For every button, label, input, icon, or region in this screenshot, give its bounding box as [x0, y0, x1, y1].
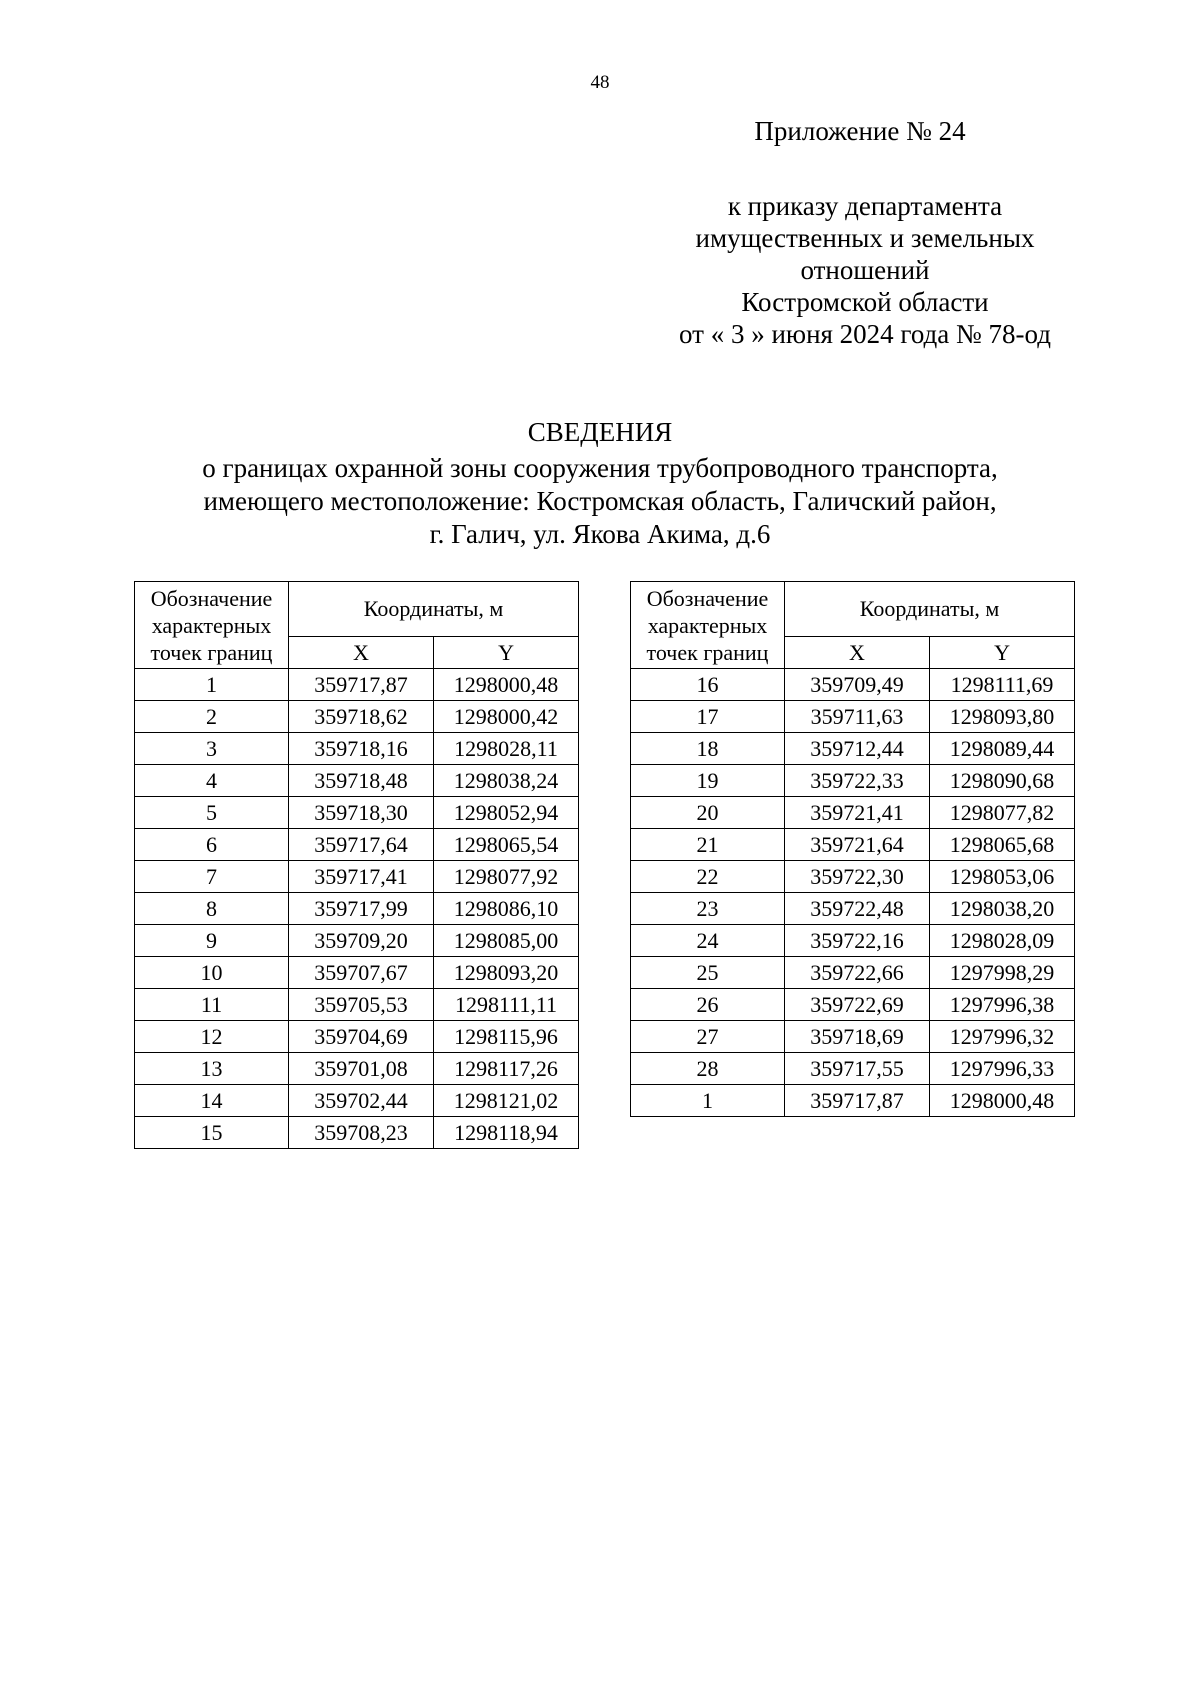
- y-coordinate-cell: 1297996,33: [930, 1053, 1075, 1085]
- table-row: [135, 989, 579, 1021]
- document-heading: СВЕДЕНИЯ: [527, 417, 673, 447]
- coords-header: Координаты, м: [289, 582, 579, 637]
- table-row: [631, 925, 1075, 957]
- x-coordinate-cell: 359717,87: [785, 1085, 930, 1117]
- x-coordinate-cell: 359722,33: [785, 765, 930, 797]
- table-row: [135, 1117, 579, 1149]
- y-coordinate-cell: 1298077,92: [434, 861, 579, 893]
- table-row: [135, 925, 579, 957]
- x-coordinate-cell: 359721,64: [785, 829, 930, 861]
- header-line: Обозначение: [150, 585, 273, 611]
- y-coordinate-cell: 1298115,96: [434, 1021, 579, 1053]
- point-number-cell: 27: [631, 1021, 785, 1053]
- appendix-line: Костромской области: [741, 287, 989, 317]
- x-coordinate-cell: 359708,23: [289, 1117, 434, 1149]
- table-row: [135, 701, 579, 733]
- table-row: [631, 797, 1075, 829]
- y-coordinate-cell: 1298089,44: [930, 733, 1075, 765]
- table-row: [631, 861, 1075, 893]
- y-coordinate-cell: 1298038,20: [930, 893, 1075, 925]
- y-coordinate-cell: 1298111,69: [930, 669, 1075, 701]
- table-row: [631, 701, 1075, 733]
- y-coordinate-cell: 1298093,80: [930, 701, 1075, 733]
- y-coordinate-cell: 1297996,32: [930, 1021, 1075, 1053]
- y-coordinate-cell: 1298077,82: [930, 797, 1075, 829]
- x-coordinate-cell: 359709,20: [289, 925, 434, 957]
- y-coordinate-cell: 1298000,48: [930, 1085, 1075, 1117]
- point-number-cell: 4: [135, 765, 289, 797]
- y-coordinate-cell: 1298052,94: [434, 797, 579, 829]
- point-number-cell: 9: [135, 925, 289, 957]
- page-number: 48: [590, 72, 610, 93]
- point-number-cell: 26: [631, 989, 785, 1021]
- x-coordinate-cell: 359721,41: [785, 797, 930, 829]
- y-header: Y: [434, 637, 579, 669]
- x-coordinate-cell: 359717,64: [289, 829, 434, 861]
- appendix-reference: [630, 190, 1100, 350]
- table-row: [631, 893, 1075, 925]
- y-coordinate-cell: 1298086,10: [434, 893, 579, 925]
- coordinates-table-right: [630, 581, 1075, 1117]
- point-number-cell: 13: [135, 1053, 289, 1085]
- coordinates-table-left: [134, 581, 579, 1149]
- point-number-cell: 10: [135, 957, 289, 989]
- x-coordinate-cell: 359717,87: [289, 669, 434, 701]
- table-row: [135, 1085, 579, 1117]
- table-row: [631, 957, 1075, 989]
- x-coordinate-cell: 359722,30: [785, 861, 930, 893]
- point-number-cell: 23: [631, 893, 785, 925]
- point-label-header: [631, 582, 785, 669]
- appendix-line: отношений: [800, 255, 930, 285]
- x-coordinate-cell: 359718,62: [289, 701, 434, 733]
- table-row: [135, 797, 579, 829]
- y-coordinate-cell: 1298028,11: [434, 733, 579, 765]
- point-number-cell: 16: [631, 669, 785, 701]
- point-number-cell: 12: [135, 1021, 289, 1053]
- y-coordinate-cell: 1298000,42: [434, 701, 579, 733]
- y-coordinate-cell: 1298000,48: [434, 669, 579, 701]
- y-coordinate-cell: 1298117,26: [434, 1053, 579, 1085]
- header-line: точек границ: [646, 639, 769, 665]
- subheading-line: г. Галич, ул. Якова Акима, д.6: [429, 519, 771, 549]
- point-number-cell: 18: [631, 733, 785, 765]
- table-row: [631, 669, 1075, 701]
- table-row: [631, 829, 1075, 861]
- x-coordinate-cell: 359709,49: [785, 669, 930, 701]
- point-label-header: [135, 582, 289, 669]
- header-line: характерных: [647, 612, 768, 638]
- subheading-line: о границах охранной зоны сооружения трубопроводного транспорта,: [202, 453, 998, 483]
- y-coordinate-cell: 1298085,00: [434, 925, 579, 957]
- x-header: X: [785, 637, 930, 669]
- point-number-cell: 1: [135, 669, 289, 701]
- table-row: [135, 1021, 579, 1053]
- table-row: [135, 1053, 579, 1085]
- x-coordinate-cell: 359718,69: [785, 1021, 930, 1053]
- table-row: [135, 829, 579, 861]
- y-coordinate-cell: 1298028,09: [930, 925, 1075, 957]
- table-row: [135, 893, 579, 925]
- coords-header: Координаты, м: [785, 582, 1075, 637]
- x-coordinate-cell: 359722,48: [785, 893, 930, 925]
- point-number-cell: 3: [135, 733, 289, 765]
- table-row: [135, 957, 579, 989]
- x-coordinate-cell: 359722,16: [785, 925, 930, 957]
- y-coordinate-cell: 1298090,68: [930, 765, 1075, 797]
- point-number-cell: 19: [631, 765, 785, 797]
- appendix-line: к приказу департамента: [727, 191, 1003, 221]
- x-coordinate-cell: 359702,44: [289, 1085, 434, 1117]
- point-number-cell: 11: [135, 989, 289, 1021]
- table-row: [631, 989, 1075, 1021]
- y-coordinate-cell: 1298093,20: [434, 957, 579, 989]
- appendix-title: Приложение № 24: [754, 116, 966, 146]
- x-coordinate-cell: 359718,16: [289, 733, 434, 765]
- point-number-cell: 15: [135, 1117, 289, 1149]
- appendix-line: имущественных и земельных: [695, 223, 1035, 253]
- x-coordinate-cell: 359717,99: [289, 893, 434, 925]
- x-coordinate-cell: 359704,69: [289, 1021, 434, 1053]
- appendix-line: от « 3 » июня 2024 года № 78-од: [679, 319, 1051, 349]
- point-number-cell: 8: [135, 893, 289, 925]
- y-coordinate-cell: 1298111,11: [434, 989, 579, 1021]
- table-row: [631, 765, 1075, 797]
- point-number-cell: 22: [631, 861, 785, 893]
- point-number-cell: 5: [135, 797, 289, 829]
- document-subheading: [100, 452, 1100, 551]
- x-coordinate-cell: 359722,69: [785, 989, 930, 1021]
- table-row: [135, 861, 579, 893]
- point-number-cell: 1: [631, 1085, 785, 1117]
- header-line: точек границ: [150, 639, 273, 665]
- y-coordinate-cell: 1298053,06: [930, 861, 1075, 893]
- table-row: [631, 733, 1075, 765]
- x-coordinate-cell: 359701,08: [289, 1053, 434, 1085]
- table-row: [135, 765, 579, 797]
- x-coordinate-cell: 359711,63: [785, 701, 930, 733]
- point-number-cell: 2: [135, 701, 289, 733]
- point-number-cell: 6: [135, 829, 289, 861]
- x-coordinate-cell: 359722,66: [785, 957, 930, 989]
- point-number-cell: 28: [631, 1053, 785, 1085]
- table-row: [631, 1085, 1075, 1117]
- y-coordinate-cell: 1297998,29: [930, 957, 1075, 989]
- y-coordinate-cell: 1298065,68: [930, 829, 1075, 861]
- x-coordinate-cell: 359712,44: [785, 733, 930, 765]
- y-header: Y: [930, 637, 1075, 669]
- x-coordinate-cell: 359717,41: [289, 861, 434, 893]
- subheading-line: имеющего местоположение: Костромская область, Галичский район,: [203, 486, 997, 516]
- x-header: X: [289, 637, 434, 669]
- x-coordinate-cell: 359718,48: [289, 765, 434, 797]
- table-row: [631, 1053, 1075, 1085]
- y-coordinate-cell: 1298121,02: [434, 1085, 579, 1117]
- point-number-cell: 24: [631, 925, 785, 957]
- header-line: характерных: [151, 612, 272, 638]
- point-number-cell: 20: [631, 797, 785, 829]
- header-line: Обозначение: [646, 585, 769, 611]
- y-coordinate-cell: 1298118,94: [434, 1117, 579, 1149]
- point-number-cell: 17: [631, 701, 785, 733]
- y-coordinate-cell: 1298038,24: [434, 765, 579, 797]
- table-row: [631, 1021, 1075, 1053]
- x-coordinate-cell: 359718,30: [289, 797, 434, 829]
- table-row: [135, 669, 579, 701]
- point-number-cell: 7: [135, 861, 289, 893]
- x-coordinate-cell: 359705,53: [289, 989, 434, 1021]
- point-number-cell: 25: [631, 957, 785, 989]
- point-number-cell: 21: [631, 829, 785, 861]
- x-coordinate-cell: 359707,67: [289, 957, 434, 989]
- x-coordinate-cell: 359717,55: [785, 1053, 930, 1085]
- point-number-cell: 14: [135, 1085, 289, 1117]
- table-row: [135, 733, 579, 765]
- y-coordinate-cell: 1297996,38: [930, 989, 1075, 1021]
- y-coordinate-cell: 1298065,54: [434, 829, 579, 861]
